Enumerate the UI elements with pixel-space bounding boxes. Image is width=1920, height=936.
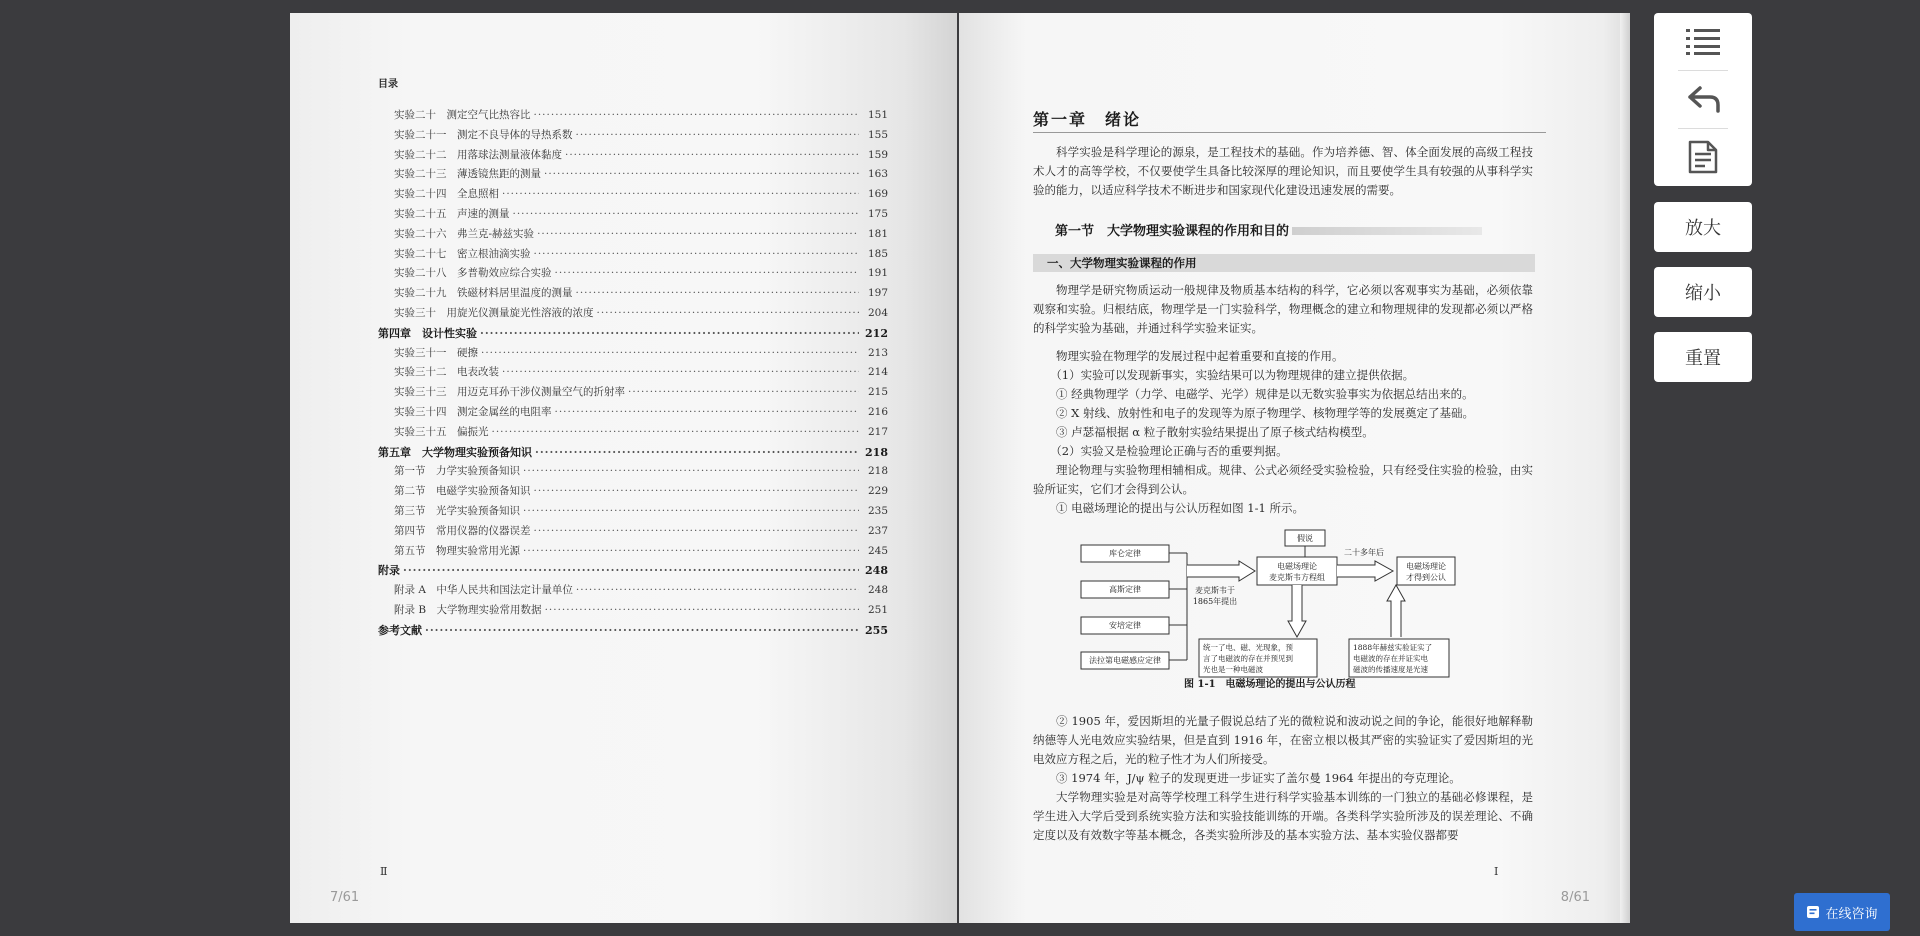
left-page	[290, 13, 957, 923]
toc-entry	[378, 206, 888, 226]
toc-chapter-entry	[378, 562, 888, 582]
toc-entry	[378, 503, 888, 523]
toc-leader-dots	[513, 208, 860, 220]
toc-entry	[378, 147, 888, 167]
law-label: 库仑定律	[1109, 549, 1141, 558]
toc-entry-page: 204	[867, 306, 888, 319]
figure-1-1-diagram	[1079, 525, 1489, 685]
toc-entry-page: 197	[867, 287, 888, 300]
toc-leader-dots	[481, 347, 859, 359]
figure-caption: 图 1-1 电磁场理论的提出与公认历程	[1184, 679, 1356, 690]
toc-entry	[378, 305, 888, 325]
toc-leader-dots	[576, 584, 859, 596]
toc-entry-title: 第四节 常用仪器的仪器误差	[394, 524, 531, 537]
toc-entry-page: 235	[867, 504, 888, 517]
toc-leader-dots	[502, 188, 859, 200]
toc-entry-title: 实验三十四 测定金属丝的电阻率	[394, 405, 552, 418]
toc-leader-dots	[545, 604, 859, 616]
law-label: 安培定律	[1109, 621, 1141, 630]
maxwell-note: 麦克斯韦于	[1195, 586, 1235, 595]
page-indicator: 7/61	[330, 890, 360, 905]
toc-entry-title: 第五章 大学物理实验预备知识	[378, 445, 532, 459]
toc-entry-page: 214	[867, 366, 888, 379]
toc-leader-dots	[535, 446, 859, 459]
viewer-toolbar	[1654, 13, 1752, 186]
zoom-out-button[interactable]: 缩小	[1654, 267, 1752, 317]
toc-entry-title: 实验二十四 全息照相	[394, 188, 499, 201]
chapter-rule	[1033, 132, 1546, 133]
toc-entry	[378, 582, 888, 602]
toc-entry	[378, 463, 888, 483]
toc-entry-title: 实验三十三 用迈克耳孙干涉仪测量空气的折射率	[394, 386, 625, 399]
toc-leader-dots	[597, 307, 860, 319]
zoom-in-button[interactable]: 放大	[1654, 202, 1752, 252]
chapter-title: 第一章 绪论	[1033, 110, 1142, 129]
toc-leader-dots	[502, 366, 859, 378]
page-edge	[1620, 13, 1630, 923]
hypothesis-label: 假说	[1297, 534, 1313, 543]
table-of-contents	[378, 107, 888, 642]
hertz-text: 1888年赫兹实验证实了	[1353, 643, 1433, 652]
toc-entry-page: 216	[867, 405, 888, 418]
toc-entry	[378, 107, 888, 127]
toc-entry-page: 255	[865, 623, 888, 637]
toc-entry	[378, 384, 888, 404]
toc-leader-dots	[555, 267, 860, 279]
maxwell-label: 麦克斯韦方程组	[1269, 573, 1325, 582]
subsection-title: 一、大学物理实验课程的作用	[1033, 254, 1535, 272]
toc-entry-title: 附录	[378, 564, 400, 578]
toc-entry	[378, 345, 888, 365]
toc-leader-dots	[537, 228, 859, 240]
toc-entry-title: 实验二十一 测定不良导体的导热系数	[394, 128, 573, 141]
toc-entry-page: 248	[867, 584, 888, 597]
toc-leader-dots	[425, 624, 859, 637]
toc-leader-dots	[492, 426, 860, 438]
toc-entry-page: 159	[867, 148, 888, 161]
body-line: 物理实验在物理学的发展过程中起着重要和直接的作用。	[1033, 349, 1344, 363]
page-indicator: 8/61	[1560, 890, 1590, 905]
toc-entry-page: 217	[867, 425, 888, 438]
toc-entry-page: 155	[867, 128, 888, 141]
toc-entry	[378, 404, 888, 424]
toc-chapter-entry	[378, 444, 888, 464]
toc-entry	[378, 523, 888, 543]
roman-page-number: Ⅰ	[1494, 865, 1499, 878]
list-icon	[1686, 27, 1720, 55]
toc-chapter-entry	[378, 622, 888, 642]
toc-leader-dots	[534, 109, 860, 121]
toc-header: 目录	[378, 79, 398, 90]
toc-leader-dots	[628, 386, 859, 398]
back-arrow-icon	[1686, 85, 1720, 113]
toc-leader-dots	[534, 485, 860, 497]
toc-entry-page: 229	[867, 485, 888, 498]
toc-entry	[378, 543, 888, 563]
toc-leader-dots	[576, 287, 860, 299]
toc-entry-title: 实验三十二 电表改装	[394, 366, 499, 379]
toc-entry	[378, 186, 888, 206]
toc-list-button[interactable]	[1654, 13, 1752, 69]
toc-entry-title: 实验二十九 铁磁材料居里温度的测量	[394, 287, 573, 300]
toc-leader-dots	[523, 505, 859, 517]
toc-entry	[378, 246, 888, 266]
toc-entry-title: 实验二十七 密立根油滴实验	[394, 247, 531, 260]
back-button[interactable]	[1654, 71, 1752, 127]
toc-entry-page: 218	[865, 445, 888, 459]
toc-entry	[378, 285, 888, 305]
unification-text: 统一了电、磁、光现象，预	[1203, 643, 1293, 652]
toc-entry-page: 237	[867, 524, 888, 537]
years-label: 二十多年后	[1344, 548, 1384, 557]
book-viewer	[290, 13, 1630, 923]
maxwell-label: 电磁场理论	[1277, 562, 1317, 571]
toc-leader-dots	[565, 149, 859, 161]
toc-entry-title: 附录 B 大学物理实验常用数据	[394, 603, 542, 616]
section-title: 第一节 大学物理实验课程的作用和目的	[1055, 224, 1290, 239]
toc-entry-page: 185	[867, 247, 888, 260]
paragraph-4: 大学物理实验是对高等学校理工科学生进行科学实验基本训练的一门独立的基础必修课程，是学生进入大学后受到系统实验方法和实验技能训练的开端。各类科学实验所涉及的误差理论、不确定度以及有效数字等基本概念，各类实验所涉及的基本实验方法、基本实验仪器都要	[1033, 790, 1533, 842]
toc-entry-title: 实验三十 用旋光仪测量旋光性溶液的浓度	[394, 306, 594, 319]
toc-entry	[378, 166, 888, 186]
consult-label: 在线咨询	[1825, 906, 1878, 922]
toc-entry-title: 附录 A 中华人民共和国法定计量单位	[394, 584, 573, 597]
toc-entry-title: 实验二十 测定空气比热容比	[394, 109, 531, 121]
toc-entry	[378, 127, 888, 147]
body-line: ③ 1974 年，J/ψ 粒子的发现更进一步证实了盖尔曼 1964 年提出的夸克理论。	[1033, 771, 1461, 785]
body-line: ① 经典物理学（力学、电磁学、光学）规律是以无数实验事实为依据总结出来的。	[1033, 387, 1474, 401]
toc-entry-title: 实验三十五 偏振光	[394, 425, 489, 438]
toc-entry-page: 218	[867, 465, 888, 478]
toc-leader-dots	[576, 129, 860, 141]
recognition-label: 才得到公认	[1406, 573, 1446, 582]
toc-leader-dots	[523, 465, 859, 477]
toc-entry-title: 实验二十六 弗兰克-赫兹实验	[394, 227, 535, 240]
toc-entry	[378, 265, 888, 285]
paragraph-1: 物理学是研究物质运动一般规律及物质基本结构的科学，它必须以客观事实为基础，必须依靠观察和实验。归根结底，物理学是一门实验科学，物理概念的建立和物理规律的发现都必须以严格的科学实验为基础，并通过科学实验来证实。	[1033, 283, 1533, 335]
law-label: 高斯定律	[1109, 585, 1141, 594]
toc-entry-page: 151	[867, 109, 888, 121]
paragraph-2: 理论物理与实验物理相辅相成。规律、公式必须经受实验检验，只有经受住实验的检验，由实验所证实，它们才会得到公认。	[1033, 463, 1533, 496]
toc-entry-title: 第三节 光学实验预备知识	[394, 504, 520, 517]
toc-entry-title: 第一节 力学实验预备知识	[394, 465, 520, 478]
toc-entry-page: 245	[867, 544, 888, 557]
figure-reference-line: ① 电磁场理论的提出与公认历程如图 1-1 所示。	[1033, 501, 1304, 515]
toc-leader-dots	[555, 406, 860, 418]
maxwell-note: 1865年提出	[1192, 597, 1238, 606]
body-line: （2）实验又是检验理论正确与否的重要判据。	[1033, 444, 1288, 458]
roman-page-number: Ⅱ	[380, 865, 388, 878]
intro-paragraph: 科学实验是科学理论的源泉，是工程技术的基础。作为培养德、智、体全面发展的高级工程技术人才的高等学校，不仅要使学生具备比较深厚的理论知识，而且要使学生具有较强的从事科学实验的能力，以适应科学技术不断进步和国家现代化建设迅速发展的需要。	[1033, 145, 1533, 197]
toc-entry-page: 212	[865, 326, 888, 340]
toc-leader-dots	[534, 525, 860, 537]
toc-entry-page: 169	[867, 188, 888, 201]
toc-entry-title: 第五节 物理实验常用光源	[394, 544, 520, 557]
toc-leader-dots	[480, 327, 859, 340]
chat-icon	[1806, 905, 1820, 919]
toc-entry-page: 181	[867, 227, 888, 240]
unification-text: 言了电磁波的存在并预见到	[1203, 654, 1293, 663]
recognition-label: 电磁场理论	[1406, 562, 1446, 571]
toc-entry	[378, 226, 888, 246]
toc-entry-page: 251	[867, 603, 888, 616]
right-page	[959, 13, 1630, 923]
toc-entry-page: 213	[867, 346, 888, 359]
toc-chapter-entry	[378, 325, 888, 345]
toc-entry-title: 第四章 设计性实验	[378, 326, 477, 340]
toc-entry	[378, 364, 888, 384]
toc-entry-title: 第二节 电磁学实验预备知识	[394, 485, 531, 498]
toc-leader-dots	[403, 564, 859, 577]
toc-entry-title: 实验二十三 薄透镜焦距的测量	[394, 168, 541, 181]
toc-entry-page: 248	[865, 564, 888, 578]
hertz-text: 磁波的传播速度是光速	[1353, 665, 1428, 674]
law-label: 法拉第电磁感应定律	[1089, 656, 1161, 665]
body-line: （1）实验可以发现新事实，实验结果可以为物理规律的建立提供依据。	[1033, 368, 1415, 382]
toc-entry-title: 参考文献	[378, 623, 422, 637]
unification-text: 光也是一种电磁波	[1203, 665, 1263, 674]
notes-icon	[1688, 140, 1718, 174]
toc-entry-page: 163	[867, 168, 888, 181]
notes-button[interactable]	[1654, 129, 1752, 185]
toc-entry-title: 实验二十五 声速的测量	[394, 207, 510, 220]
body-line: ③ 卢瑟福根据 α 粒子散射实验结果提出了原子核式结构模型。	[1033, 425, 1374, 439]
toc-leader-dots	[523, 545, 859, 557]
toc-leader-dots	[534, 248, 860, 260]
toc-entry	[378, 602, 888, 622]
hertz-text: 电磁波的存在并证实电	[1353, 654, 1428, 663]
toc-entry-title: 实验二十二 用落球法测量液体黏度	[394, 148, 562, 161]
toc-entry-page: 215	[867, 386, 888, 399]
paragraph-3: ② 1905 年，爱因斯坦的光量子假说总结了光的微粒说和波动说之间的争论，能很好地解释勒纳德等人光电效应实验结果，但是直到 1916 年，在密立根以极其严密的实验证实了爱因斯坦的光电效应方程之后，光的粒子性才为人们所接受。	[1033, 714, 1533, 766]
toc-entry	[378, 424, 888, 444]
toc-entry	[378, 483, 888, 503]
toc-entry-title: 实验二十八 多普勒效应综合实验	[394, 267, 552, 280]
toc-leader-dots	[544, 168, 859, 180]
toc-entry-page: 191	[867, 267, 888, 280]
toc-entry-title: 实验三十一 硬擦	[394, 346, 478, 359]
online-consult-button[interactable]	[1794, 893, 1890, 931]
body-line: ② X 射线、放射性和电子的发现等为原子物理学、核物理学等的发展奠定了基础。	[1033, 406, 1474, 420]
reset-button[interactable]: 重置	[1654, 332, 1752, 382]
toc-entry-page: 175	[867, 207, 888, 220]
section-title-bar	[1292, 227, 1482, 235]
